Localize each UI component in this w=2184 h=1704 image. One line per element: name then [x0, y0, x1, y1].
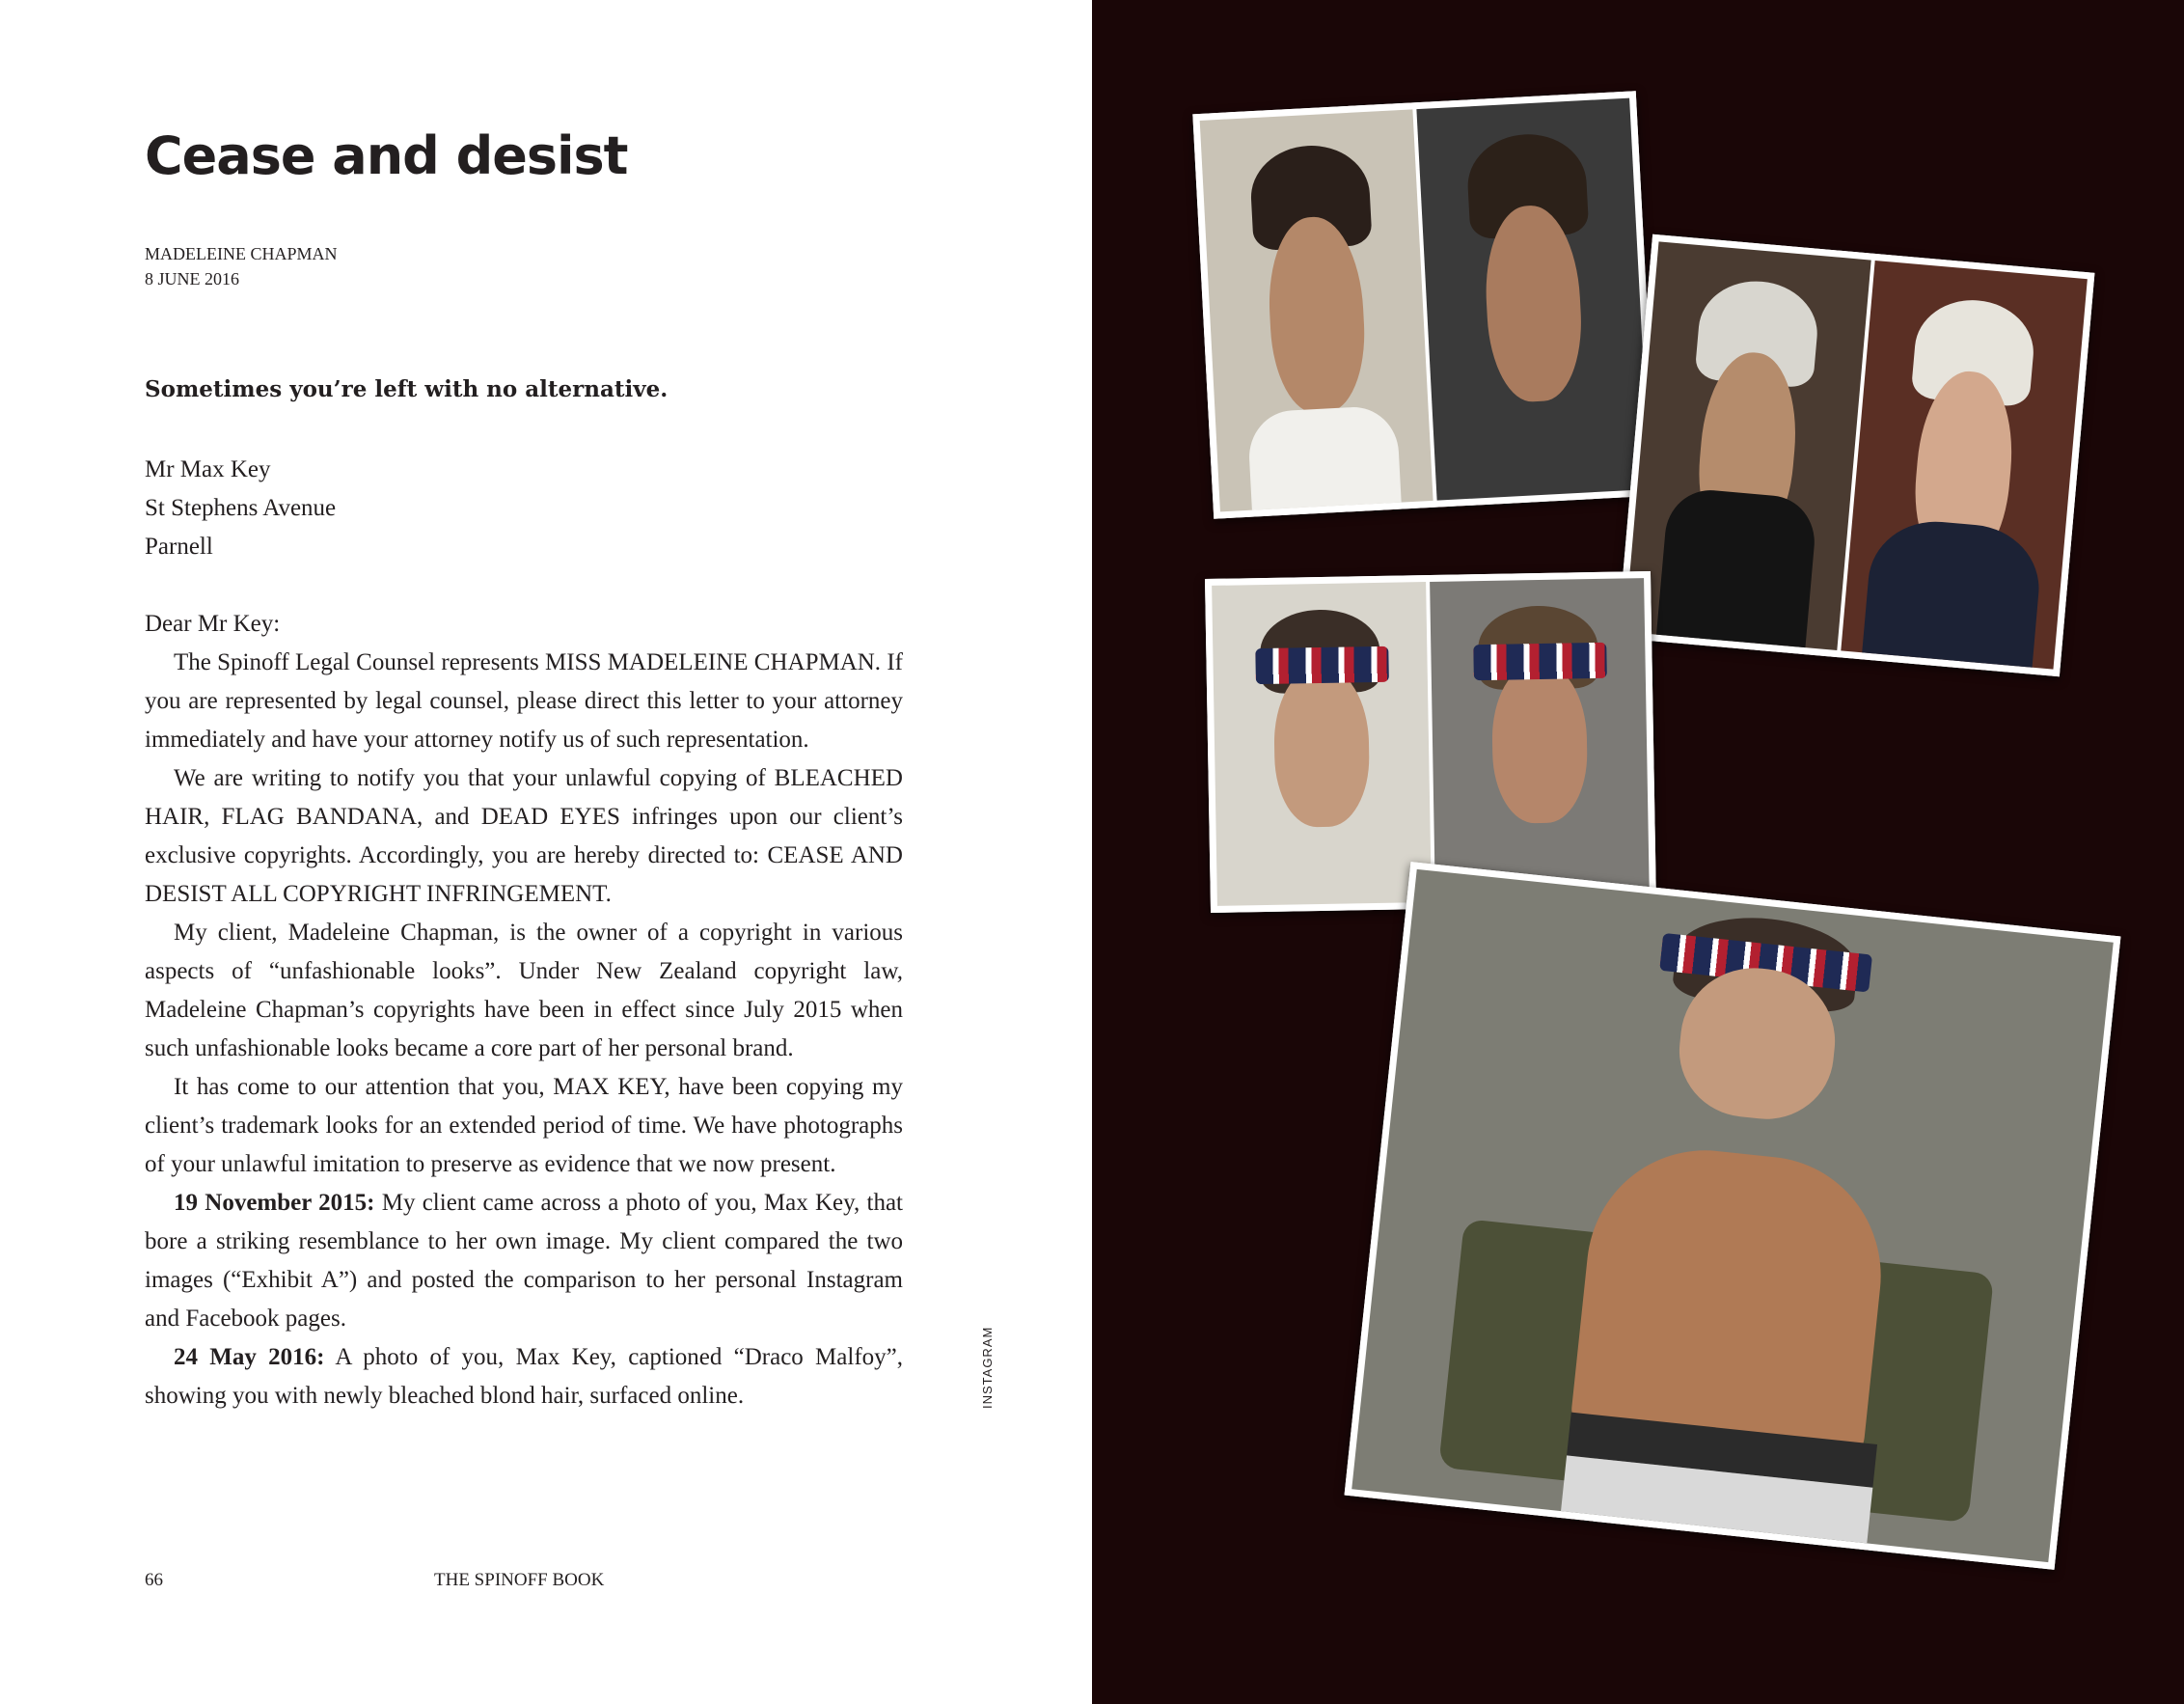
photo-panel: [1841, 261, 2088, 670]
photo-panel: [1351, 869, 2114, 1562]
standfirst: Sometimes you’re left with no alternative.: [145, 376, 669, 402]
author-name: MADELEINE CHAPMAN: [145, 244, 338, 263]
evidence-entry: [145, 1184, 903, 1338]
photo-panel: [1212, 582, 1432, 906]
publish-date: 8 JUNE 2016: [145, 269, 239, 289]
comparison-photo-bleached-hair: [1618, 234, 2095, 676]
evidence-text: A photo of you, Max Key, captioned “Draco Malfoy”, showing you with newly bleached blond hair, surfaced online.: [145, 1344, 904, 1409]
flag-bandana-shape: [1474, 643, 1607, 680]
photo-panel: [1624, 241, 1871, 650]
right-page: [1092, 0, 2184, 1704]
address-line: Parnell: [145, 534, 213, 560]
letter-paragraph: My client, Madeleine Chapman, is the owner of a copyright in various aspects of “unfashionable looks”. Under New Zealand copyright law, Madeleine Chapman’s copyrights have been in effect since July 2015 when such unfashionable looks became a core part of her personal brand.: [145, 920, 903, 1061]
letter-body: [145, 605, 903, 1415]
address-line: Mr Max Key: [145, 456, 271, 482]
shirt-shape: [1247, 404, 1405, 511]
photo-panel: [1200, 109, 1433, 511]
article-title: Cease and desist: [145, 125, 628, 186]
evidence-date: 19 November 2015:: [174, 1190, 375, 1216]
photo-credit: INSTAGRAM: [980, 1326, 995, 1409]
letter-paragraph: We are writing to notify you that your unlawful copying of BLEACHED HAIR, FLAG BANDANA, and DEAD EYES infringes upon our client’s exclusive copyrights. Accordingly, you are hereby directed to: CEASE AND DESIST ALL COPYRIGHT INFRINGEMENT.: [145, 765, 903, 907]
composite-photo: [1345, 862, 2121, 1570]
comparison-photo-flag-bandana: [1205, 571, 1656, 913]
address-block: [145, 451, 336, 566]
suit-shape: [1861, 516, 2044, 670]
salutation: Dear Mr Key:: [145, 611, 281, 637]
face-shape: [1273, 666, 1371, 828]
photo-panel: [1416, 98, 1650, 501]
running-head: THE SPINOFF BOOK: [434, 1570, 605, 1590]
letter-paragraph: The Spinoff Legal Counsel represents MISS MADELEINE CHAPMAN. If you are represented by legal counsel, please direct this letter to your attorney immediately and have your attorney notify us of such representation.: [145, 649, 903, 753]
page-number: 66: [145, 1570, 163, 1590]
evidence-entry: [145, 1338, 903, 1415]
flag-bandana-shape: [1256, 646, 1389, 684]
letter-paragraph: It has come to our attention that you, MAX KEY, have been copying my client’s trademark looks for an extended period of time. We have photographs of your unlawful imitation to preserve as evidence that we now present.: [145, 1074, 903, 1177]
evidence-date: 24 May 2016:: [174, 1344, 325, 1370]
byline: [145, 241, 338, 291]
evidence-text: My client came across a photo of you, Max Key, that bore a striking resemblance to her own image. My client compared the two images (“Exhibit A”) and posted the comparison to her personal Instagram and Facebook pages.: [145, 1190, 903, 1332]
comparison-photo-dark-hair: [1192, 91, 1656, 518]
tank-top-shape: [1655, 486, 1817, 650]
address-line: St Stephens Avenue: [145, 495, 337, 521]
face-shape: [1491, 663, 1589, 825]
photo-panel: [1430, 578, 1650, 902]
